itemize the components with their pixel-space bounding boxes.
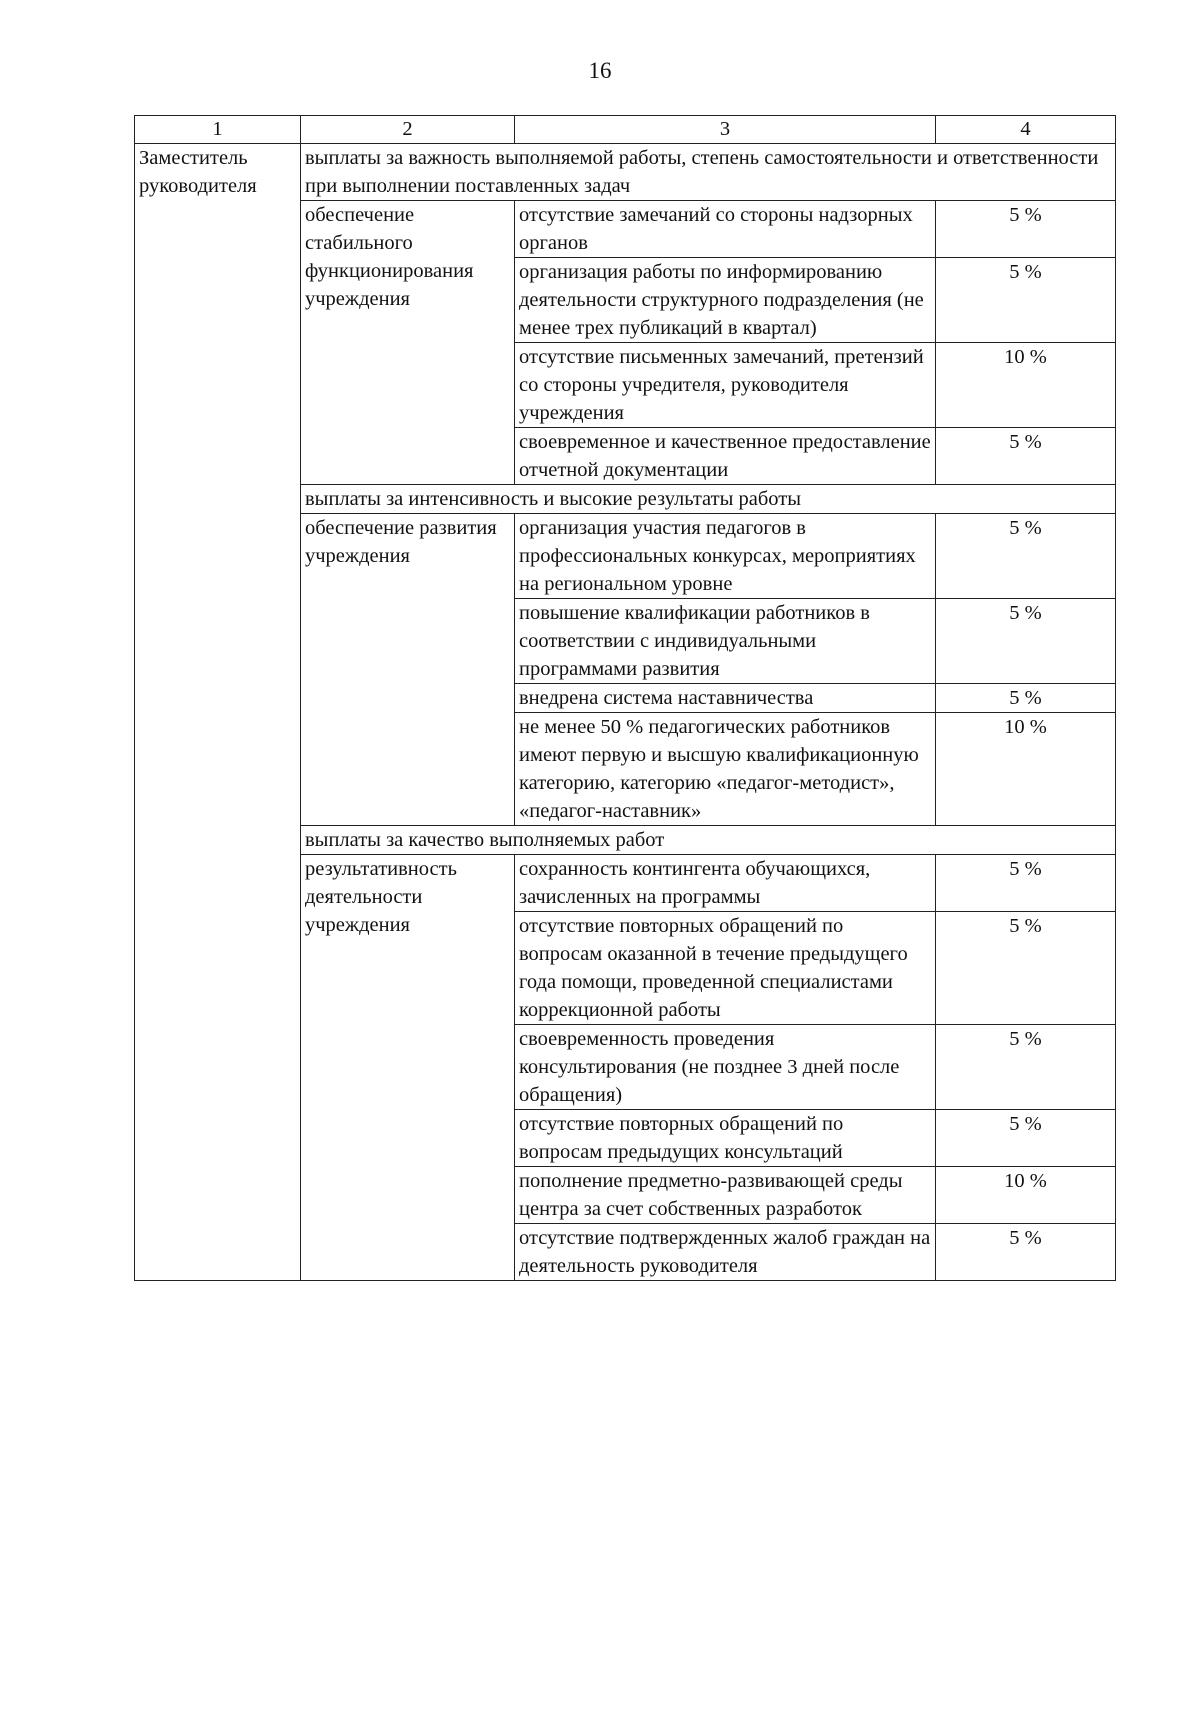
condition-cell: не менее 50 % педагогических работников имеют первую и высшую квалификационную категорию, категорию «педагог-методист», «педагог-наставник»	[515, 713, 936, 826]
condition-cell: отсутствие повторных обращений по вопросам оказанной в течение предыдущего года помощи, проведенной специалистами коррекционной работы	[515, 912, 936, 1025]
amount-cell: 5 %	[936, 1224, 1116, 1281]
criterion-cell: обеспечение стабильного функционирования учреждения	[301, 201, 515, 485]
group-title: выплаты за интенсивность и высокие результаты работы	[301, 485, 1116, 514]
condition-cell: сохранность контингента обучающихся, зачисленных на программы	[515, 855, 936, 912]
condition-cell: пополнение предметно-развивающей среды центра за счет собственных разработок	[515, 1167, 936, 1224]
column-header-2: 2	[301, 116, 515, 144]
column-header-3: 3	[515, 116, 936, 144]
amount-cell: 5 %	[936, 684, 1116, 713]
amount-cell: 5 %	[936, 514, 1116, 599]
criterion-cell: результативность деятельности учреждения	[301, 855, 515, 1281]
condition-cell: повышение квалификации работников в соответствии с индивидуальными программами развития	[515, 599, 936, 684]
amount-cell: 5 %	[936, 912, 1116, 1025]
column-header-4: 4	[936, 116, 1116, 144]
table-body	[135, 116, 1116, 1281]
condition-cell: своевременное и качественное предоставление отчетной документации	[515, 428, 936, 485]
amount-cell: 10 %	[936, 343, 1116, 428]
group-title: выплаты за качество выполняемых работ	[301, 826, 1116, 855]
condition-cell: отсутствие повторных обращений по вопросам предыдущих консультаций	[515, 1110, 936, 1167]
amount-cell: 5 %	[936, 1110, 1116, 1167]
condition-cell: своевременность проведения консультирования (не позднее 3 дней после обращения)	[515, 1025, 936, 1110]
amount-cell: 5 %	[936, 599, 1116, 684]
group-title-row	[135, 144, 1116, 201]
payments-table	[134, 115, 1116, 1281]
page-number: 16	[588, 58, 612, 83]
column-header-1: 1	[135, 116, 301, 144]
amount-cell: 5 %	[936, 1025, 1116, 1110]
amount-cell: 10 %	[936, 1167, 1116, 1224]
condition-cell: отсутствие замечаний со стороны надзорных органов	[515, 201, 936, 258]
amount-cell: 10 %	[936, 713, 1116, 826]
amount-cell: 5 %	[936, 258, 1116, 343]
header-row	[135, 116, 1116, 144]
group-title: выплаты за важность выполняемой работы, степень самостоятельности и ответственности при выполнении поставленных задач	[301, 144, 1116, 201]
condition-cell: отсутствие подтвержденных жалоб граждан на деятельность руководителя	[515, 1224, 936, 1281]
amount-cell: 5 %	[936, 428, 1116, 485]
condition-cell: внедрена система наставничества	[515, 684, 936, 713]
amount-cell: 5 %	[936, 201, 1116, 258]
condition-cell: отсутствие письменных замечаний, претензий со стороны учредителя, руководителя учреждения	[515, 343, 936, 428]
condition-cell: организация участия педагогов в профессиональных конкурсах, мероприятиях на региональном уровне	[515, 514, 936, 599]
amount-cell: 5 %	[936, 855, 1116, 912]
criterion-cell: обеспечение развития учреждения	[301, 514, 515, 826]
condition-cell: организация работы по информированию деятельности структурного подразделения (не менее трех публикаций в квартал)	[515, 258, 936, 343]
position-cell: Заместитель руководителя	[135, 144, 301, 1281]
